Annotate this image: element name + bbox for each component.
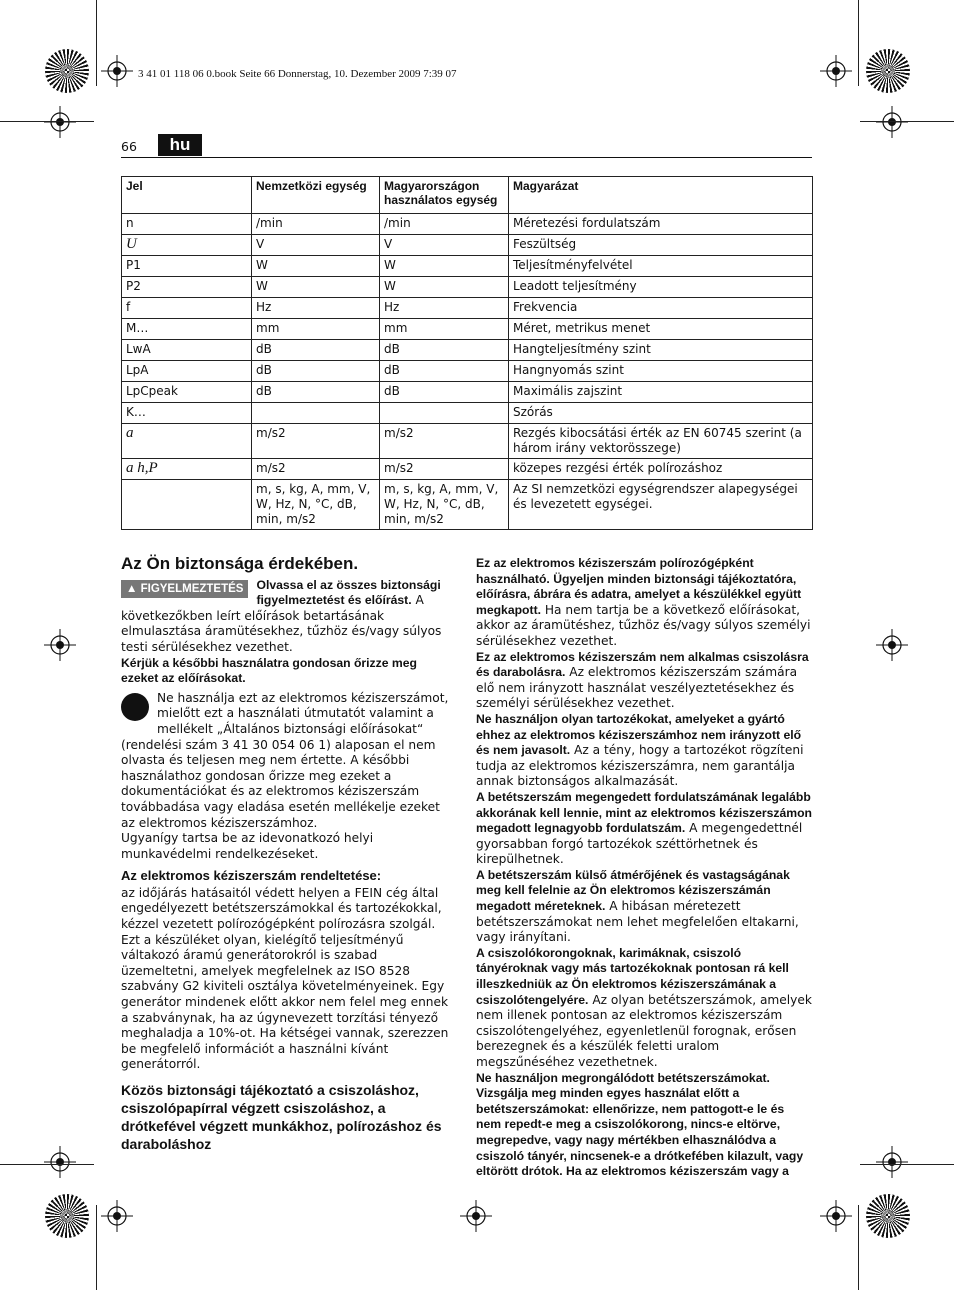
table-cell: közepes rezgési érték polírozáshoz <box>509 459 813 480</box>
crop-line <box>860 121 954 122</box>
page-number: 66 <box>121 139 137 154</box>
crosshair-mark-right-upper <box>876 106 908 138</box>
table-cell: P1 <box>122 256 252 277</box>
crosshair-mark-right-middle <box>876 629 908 661</box>
table-cell: Leadott teljesítmény <box>509 277 813 298</box>
table-cell: dB <box>252 361 380 382</box>
table-cell: /min <box>252 214 380 235</box>
table-cell: Méret, metrikus menet <box>509 319 813 340</box>
paragraph-bold: Ne használjon olyan tartozékokat, amelyeket a gyártó ehhez az elektromos kéziszerszámhoz nem irányzott elő és nem javasolt. <box>476 711 802 758</box>
table-row <box>122 361 813 382</box>
crosshair-mark-top-right <box>820 55 852 87</box>
table-cell: m/s2 <box>380 424 509 459</box>
table-row <box>122 256 813 277</box>
crosshair-mark-bottom-left <box>101 1200 133 1232</box>
registration-rosette-bottom-left <box>45 1194 89 1238</box>
table-cell: P2 <box>122 277 252 298</box>
table-cell: Feszültség <box>509 235 813 256</box>
crosshair-mark-left-middle <box>44 629 76 661</box>
crop-line <box>860 1164 954 1165</box>
registration-rosette-top-right <box>866 49 910 93</box>
keep-instructions: Kérjük a későbbi használatra gondosan őrizze meg ezeket az előírásokat. <box>121 655 417 686</box>
paragraph-text: Az olyan betétszerszámok, amelyek nem illenek pontosan az elektromos kéziszerszám csiszolótengelyéhez, egyenletlenül forognak, erősen berezegnek és a készülék feletti uralom megszűnéséhez vezethetnek. <box>476 992 812 1069</box>
left-column <box>121 556 453 1153</box>
column-header: Magyarországon használatos egység <box>380 177 509 214</box>
table-row <box>122 382 813 403</box>
crop-line <box>96 1205 97 1290</box>
table-cell: a h,P <box>122 459 252 480</box>
crop-line <box>96 0 97 86</box>
read-manual-icon <box>121 693 149 721</box>
purpose-text: az időjárás hatásaitól védett helyen a FEIN cég által engedélyezett betétszerszámokkal és tartozékokkal, kézzel vezetett polírozógépként polírozásra szolgál. <box>121 885 442 932</box>
table-cell: m/s2 <box>252 424 380 459</box>
table-cell: m/s2 <box>380 459 509 480</box>
crosshair-mark-left-lower <box>44 1146 76 1178</box>
table-cell: m, s, kg, A, mm, V, W, Hz, N, °C, dB, min, m/s2 <box>380 480 509 530</box>
paragraph <box>476 790 812 868</box>
file-info-line: 3 41 01 118 06 0.book Seite 66 Donnerstag, 10. Dezember 2009 7:39 07 <box>138 68 457 80</box>
table-cell: Szórás <box>509 403 813 424</box>
registration-rosette-top-left <box>45 49 89 93</box>
crosshair-mark-bottom-center <box>460 1200 492 1232</box>
paragraph-bold: A betétszerszám külső átmérőjének és vastagságának meg kell felelnie az Ön elektromos kéziszerszámán megadott méreteknek. <box>476 867 790 914</box>
table-cell: m, s, kg, A, mm, V, W, Hz, N, °C, dB, min, m/s2 <box>252 480 380 530</box>
warning-paragraph <box>121 578 453 656</box>
paragraph-bold: A csiszolókorongoknak, karimáknak, csiszoló tányéroknak vagy más tartozékoknak pontosan rá kell illeszkedniük az Ön elektromos kéziszerszámának a csiszolótengelyére. <box>476 945 789 1007</box>
table-cell: Hz <box>252 298 380 319</box>
table-cell: dB <box>380 340 509 361</box>
crop-line <box>858 1205 859 1290</box>
paragraph-text: A megengedettnél gyorsabban forgó tartozékok széttörhetnek és kirepülhetnek. <box>476 821 803 867</box>
table-cell: m/s2 <box>252 459 380 480</box>
table-cell: mm <box>380 319 509 340</box>
table-cell: /min <box>380 214 509 235</box>
table-cell: Frekvencia <box>509 298 813 319</box>
table-cell: dB <box>380 361 509 382</box>
table-row <box>122 298 813 319</box>
generator-text: Ezt a készüléket olyan, kielégítő teljesítményű váltakozó áramú generátorokról is szabad üzemeltetni, amelyek megfelelnek az ISO 8528 szabvány G2 kiviteli osztálya követelményeinek. Egy generátor mindenek előtt akkor nem felel meg ennek a szabványnak, ha az úgynevezett torzítási tényező meghaladja a 10%-ot. Ha kétségei vannak, szerezzen be megfelelő információt a használni kívánt generátorról. <box>121 932 449 1072</box>
table-row <box>122 340 813 361</box>
crosshair-mark-right-lower <box>876 1146 908 1178</box>
registration-rosette-bottom-right <box>866 1194 910 1238</box>
table-cell <box>252 403 380 424</box>
table-cell: W <box>252 256 380 277</box>
table-row <box>122 480 813 530</box>
table-cell: LpA <box>122 361 252 382</box>
warning-triangle-icon: ▲ <box>126 582 138 595</box>
table-row <box>122 277 813 298</box>
table-cell: Méretezési fordulatszám <box>509 214 813 235</box>
table-cell: Hangnyomás szint <box>509 361 813 382</box>
table-cell: W <box>252 277 380 298</box>
table-cell: Hz <box>380 298 509 319</box>
table-cell: M… <box>122 319 252 340</box>
common-safety-heading: Közös biztonsági tájékoztató a csiszoláshoz, csiszolópapírral végzett csiszoláshoz, a drótkefével végzett munkákhoz, polírozáshoz és daraboláshoz <box>121 1082 442 1152</box>
paragraph <box>476 868 812 946</box>
table-cell: U <box>122 235 252 256</box>
table-cell: Maximális zajszint <box>509 382 813 403</box>
table-cell: V <box>252 235 380 256</box>
language-badge: hu <box>158 134 202 156</box>
crosshair-mark-left-upper <box>44 106 76 138</box>
table-cell: Rezgés kibocsátási érték az EN 60745 szerint (a három irány vektorösszege) <box>509 424 813 459</box>
local-rules: Ugyanígy tartsa be az idevonatkozó helyi munkavédelmi rendelkezéseket. <box>121 831 374 861</box>
table-cell: a <box>122 424 252 459</box>
table-cell: LwA <box>122 340 252 361</box>
crop-line <box>0 121 94 122</box>
table-cell: Az SI nemzetközi egységrendszer alapegységei és levezetett egységei. <box>509 480 813 530</box>
warning-label: FIGYELMEZTETÉS <box>140 582 244 595</box>
paragraph-bold: A betétszerszám megengedett fordulatszámának legalább akkorának kell lennie, mint az elektromos kéziszerszámon megadott legnagyobb fordulatszám. <box>476 789 812 836</box>
column-header: Jel <box>122 177 252 214</box>
paragraph-text: Az elektromos kéziszerszám számára elő nem irányzott használat veszélyeztetésekhez és személyi sérülésekhez vezethet. <box>476 665 798 711</box>
crosshair-mark-top-left <box>101 55 133 87</box>
table-cell: Teljesítményfelvétel <box>509 256 813 277</box>
warning-badge <box>121 580 248 598</box>
paragraph <box>476 946 812 1071</box>
manual-text: Ne használja ezt az elektromos kéziszerszámot, mielőtt ezt a használati útmutatót valamint a mellékelt „Általános biztonsági előírásokat“ (rendelési szám 3 41 30 054 06 1) alaposan el nem olvasta és teljesen meg nem értette. A későbbi használathoz gondosan őrizze meg ezeket a dokumentációkat és az elektromos kéziszerszám továbbadása vagy eladása esetén mellékelje ezeket az elektromos kéziszerszámhoz. <box>121 690 449 830</box>
table-cell <box>380 403 509 424</box>
table-row <box>122 235 813 256</box>
table-row <box>122 403 813 424</box>
table-cell: f <box>122 298 252 319</box>
table-cell: dB <box>252 340 380 361</box>
table-cell: LpCpeak <box>122 382 252 403</box>
table-cell: K… <box>122 403 252 424</box>
units-table <box>121 176 813 530</box>
paragraph <box>476 712 812 790</box>
purpose-heading: Az elektromos kéziszerszám rendeltetése: <box>121 868 382 884</box>
paragraph-text: A hibásan méretezett betétszerszámokat nem lehet megfelelően eltakarni, vagy irányítani. <box>476 899 799 945</box>
table-row <box>122 214 813 235</box>
table-cell: W <box>380 277 509 298</box>
table-row <box>122 424 813 459</box>
table-header-row <box>122 177 813 214</box>
paragraph <box>476 650 812 712</box>
table-row <box>122 459 813 480</box>
header-rule <box>121 157 812 158</box>
table-cell: dB <box>252 382 380 403</box>
paragraph <box>476 1071 812 1180</box>
warning-text: A következőkben leírt előírások betartásának elmulasztása áramütésekhez, tűzhöz és/vagy súlyos testi sérülésekhez vezethet. <box>121 593 442 654</box>
table-cell: dB <box>380 382 509 403</box>
column-header: Nemzetközi egység <box>252 177 380 214</box>
warning-bold: Olvassa el az összes biztonsági figyelmeztetést és előírást. <box>256 577 441 608</box>
table-row <box>122 319 813 340</box>
table-cell: V <box>380 235 509 256</box>
crop-line <box>858 0 859 86</box>
crop-line <box>0 1164 94 1165</box>
crosshair-mark-bottom-right <box>820 1200 852 1232</box>
table-cell: Hangteljesítmény szint <box>509 340 813 361</box>
table-cell <box>122 480 252 530</box>
manual-paragraph <box>121 691 453 831</box>
paragraph <box>476 556 812 650</box>
table-cell: W <box>380 256 509 277</box>
column-header: Magyarázat <box>509 177 813 214</box>
right-column <box>476 556 812 1180</box>
paragraph-bold: Ez az elektromos kéziszerszám polírozógépként használható. Ügyeljen minden biztonsági tájékoztatóra, előírásra, ábrára és adatra, amelyet a készülékkel együtt megkapott. <box>476 556 802 617</box>
table-cell: mm <box>252 319 380 340</box>
paragraph-bold: Ez az elektromos kéziszerszám nem alkalmas csiszolásra és darabolásra. <box>476 649 809 680</box>
table-cell: n <box>122 214 252 235</box>
paragraph-bold: Ne használjon megrongálódott betétszerszámokat. Vizsgálja meg minden egyes használat előtt a betétszerszámokat: ellenőrizze, nem pattogott-e le és nem repedt-e meg a csiszolókorong, nincs-e eltörve, megrepedve, vagy nagy mértékben elhasználódva a csiszoló tányér, nincsenek-e a drótkefében kilazult, vagy eltörött drótok. Ha az elektromos kéziszerszám vagy a <box>476 1070 804 1179</box>
section-title: Az Ön biztonsága érdekében. <box>121 554 359 573</box>
paragraph-text: Az a tény, hogy a tartozékot rögzíteni tudja az elektromos kéziszerszámra, nem garantálja annak biztonságos alkalmazását. <box>476 743 804 789</box>
paragraph-text: Ha nem tartja be a következő előírásokat, akkor az áramütéshez, tűzhöz és/vagy súlyos személyi sérülésekhez vezethet. <box>476 602 811 648</box>
